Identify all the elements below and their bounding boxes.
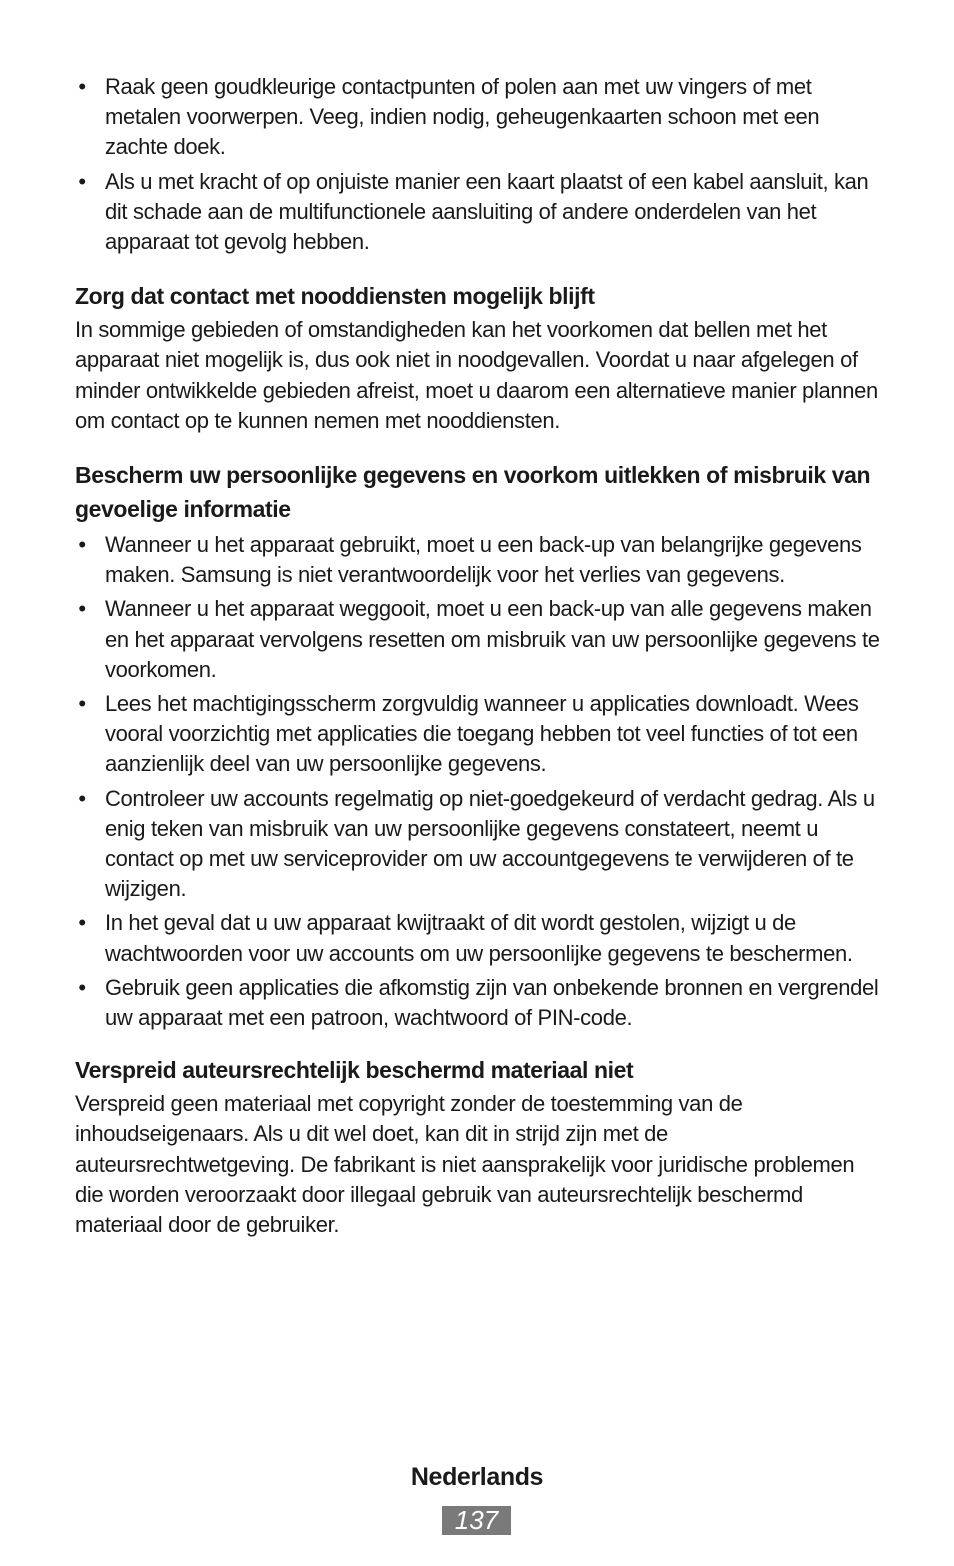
page-number-badge: 137 (442, 1506, 511, 1535)
list-item-text: Raak geen goudkleurige contactpunten of polen aan met uw vingers of met metalen voorwerpen. Veeg, indien nodig, geheugenkaarten schoon met een zachte doek. (105, 74, 820, 160)
list-item (75, 784, 885, 905)
page-content (75, 72, 885, 1240)
intro-bullet-list (75, 72, 885, 257)
bullet-icon: • (78, 974, 86, 1000)
list-item (75, 167, 885, 258)
section-copyright (75, 1053, 885, 1240)
bullet-icon: • (78, 910, 86, 936)
section-emergency-services (75, 279, 885, 436)
bullet-icon: • (78, 691, 86, 717)
bullet-icon: • (78, 74, 86, 99)
section-body: Verspreid geen materiaal met copyright zonder de toestemming van de inhoudseigenaars. Als u dit wel doet, kan dit in strijd zijn met de auteursrechtwetgeving. De fabrikant is niet aansprakelijk voor juridische problemen die worden veroorzaakt door illegaal gebruik van auteursrechtelijk beschermd materiaal door de gebruiker. (75, 1091, 855, 1238)
list-item (75, 908, 885, 968)
list-item (75, 594, 885, 685)
list-item-text: Gebruik geen applicaties die afkomstig zijn van onbekende bronnen en vergrendel uw apparaat met een patroon, wachtwoord of PIN-code. (105, 974, 879, 1031)
bullet-icon: • (78, 168, 86, 194)
list-item-text: Controleer uw accounts regelmatig op niet-goedgekeurd of verdacht gedrag. Als u enig teken van misbruik van uw persoonlijke gegevens constateert, neemt u contact op met uw serviceprovider om uw accountgegevens te verwijderen of te wijzigen. (105, 785, 875, 902)
list-item (75, 689, 885, 780)
section-body: In sommige gebieden of omstandigheden kan het voorkomen dat bellen met het apparaat niet mogelijk is, dus ook niet in noodgevallen. Voordat u naar afgelegen of minder ontwikkelde gebieden afreist, moet u daarom een alternatieve manier plannen om contact op te kunnen nemen met nooddiensten. (75, 317, 878, 433)
footer-language-label: Nederlands (410, 1463, 544, 1491)
list-item (75, 530, 885, 590)
bullet-icon: • (78, 785, 86, 811)
section-privacy (75, 458, 885, 1033)
section-heading: Verspreid auteursrechtelijk beschermd materiaal niet (75, 1057, 634, 1084)
section-heading: Bescherm uw persoonlijke gegevens en voorkom uitlekken of misbruik van gevoelige informatie (75, 462, 871, 523)
list-item-text: Lees het machtigingsscherm zorgvuldig wanneer u applicaties downloadt. Wees vooral voorzichtig met applicaties die toegang hebben tot veel functies of tot een aanzienlijk deel van uw persoonlijke gegevens. (105, 691, 859, 777)
list-item-text: Als u met kracht of op onjuiste manier een kaart plaatst of een kabel aansluit, kan dit schade aan de multifunctionele aansluiting of andere onderdelen van het apparaat tot gevolg hebben. (105, 168, 869, 255)
list-item-text: Wanneer u het apparaat gebruikt, moet u een back-up van belangrijke gegevens maken. Samsung is niet verantwoordelijk voor het verlies van gegevens. (105, 532, 862, 588)
bullet-icon: • (78, 596, 86, 622)
list-item (75, 973, 885, 1033)
list-item (75, 72, 885, 163)
bullet-icon: • (78, 532, 86, 558)
list-item-text: Wanneer u het apparaat weggooit, moet u een back-up van alle gegevens maken en het apparaat vervolgens resetten om misbruik van uw persoonlijke gegevens te voorkomen. (105, 596, 880, 682)
section-heading: Zorg dat contact met nooddiensten mogelijk blijft (75, 283, 595, 310)
list-item-text: In het geval dat u uw apparaat kwijtraakt of dit wordt gestolen, wijzigt u de wachtwoorden voor uw accounts om uw persoonlijke gegevens te beschermen. (105, 910, 853, 966)
privacy-bullet-list (75, 530, 885, 1033)
